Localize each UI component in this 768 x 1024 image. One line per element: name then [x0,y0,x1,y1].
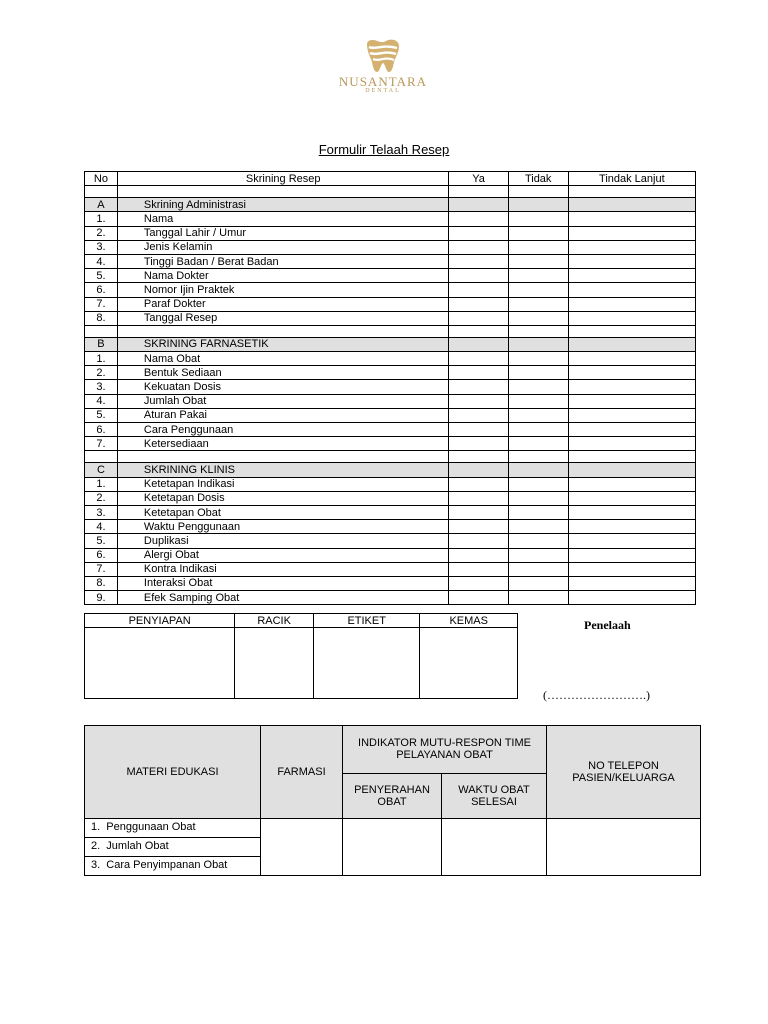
kemas-cell[interactable] [420,628,518,699]
item-label: Waktu Penggunaan [117,520,449,534]
materi-list-cell [85,819,261,876]
tidak-checkbox-cell[interactable] [508,311,568,325]
page-title: Formulir Telaah Resep [318,142,450,157]
penelaah-label: Penelaah [584,618,631,632]
tindak-lanjut-cell[interactable] [568,240,695,254]
penyerahan-cell[interactable] [343,819,442,876]
table-row [85,380,696,394]
item-number: 1. [85,477,118,491]
tindak-lanjut-cell[interactable] [568,311,695,325]
item-label: Duplikasi [117,534,449,548]
item-label: Kontra Indikasi [117,562,449,576]
tidak-checkbox-cell[interactable] [508,394,568,408]
ya-checkbox-cell[interactable] [449,437,508,451]
item-label: Tanggal Resep [117,311,449,325]
empty-cell [568,325,695,337]
item-number: 1. [85,352,118,366]
table-row [85,240,696,254]
section-row [85,463,696,477]
blank-row [85,186,696,198]
table-row [85,591,696,605]
table-row [85,366,696,380]
screening-table [84,171,696,605]
header-etiket: ETIKET [313,614,419,628]
table-row [85,423,696,437]
item-number: 2. [85,366,118,380]
header-penyerahan-obat: PENYERAHAN OBAT [343,773,442,819]
tindak-lanjut-cell[interactable] [568,352,695,366]
section-row [85,337,696,351]
item-number: 2. [85,491,118,505]
telepon-cell[interactable] [547,819,701,876]
tindak-lanjut-cell[interactable] [568,437,695,451]
table-row [85,283,696,297]
section-title: SKRINING FARNASETIK [117,337,449,351]
header-farmasi: FARMASI [261,726,343,819]
item-number: 4. [85,394,118,408]
blank-row [85,325,696,337]
item-label: Nomor Ijin Praktek [117,283,449,297]
item-number: 6. [85,548,118,562]
section-title: SKRINING KLINIS [117,463,449,477]
table-row [85,548,696,562]
header-skrining: Skrining Resep [117,172,449,186]
tidak-checkbox-cell[interactable] [508,423,568,437]
item-number: 5. [85,534,118,548]
tindak-lanjut-cell[interactable] [568,477,695,491]
table-row [85,562,696,576]
header-tindak-lanjut: Tindak Lanjut [568,172,695,186]
ya-checkbox-cell[interactable] [449,548,508,562]
tidak-checkbox-cell[interactable] [508,380,568,394]
ya-checkbox-cell[interactable] [449,534,508,548]
tindak-lanjut-cell[interactable] [568,576,695,590]
tindak-lanjut-cell [568,337,695,351]
item-number: 3. [85,505,118,519]
tindak-lanjut-cell[interactable] [568,562,695,576]
tidak-checkbox-cell[interactable] [508,297,568,311]
logo-brand-text: NUSANTARA [338,74,428,89]
item-label: Ketetapan Obat [117,505,449,519]
table-row [85,505,696,519]
prep-header-row [85,614,518,628]
item-number: 5. [85,269,118,283]
item-number: 8. [85,576,118,590]
tindak-lanjut-cell[interactable] [568,226,695,240]
ya-checkbox-cell[interactable] [449,591,508,605]
tooth-logo-icon [363,38,403,74]
table-row [85,394,696,408]
racik-cell[interactable] [235,628,314,699]
tidak-checkbox-cell[interactable] [508,562,568,576]
edu-body-row [85,819,701,876]
ya-checkbox-cell[interactable] [449,520,508,534]
ya-checkbox-cell[interactable] [449,352,508,366]
tindak-lanjut-cell[interactable] [568,254,695,268]
empty-cell [508,325,568,337]
item-label: Interaksi Obat [117,576,449,590]
header-tidak: Tidak [508,172,568,186]
preparation-table [84,613,518,699]
item-label: Ketersediaan [117,437,449,451]
table-row [85,269,696,283]
tidak-checkbox-cell[interactable] [508,548,568,562]
empty-cell [117,325,449,337]
header-ya: Ya [449,172,508,186]
item-label: Jenis Kelamin [117,240,449,254]
ya-checkbox-cell[interactable] [449,283,508,297]
item-number: 1. [85,212,118,226]
header-materi-edukasi: MATERI EDUKASI [85,726,261,819]
item-number: 3. [85,380,118,394]
ya-checkbox-cell[interactable] [449,380,508,394]
ya-checkbox-cell[interactable] [449,212,508,226]
item-label: Aturan Pakai [117,408,449,422]
list-item: 1. Penggunaan Obat [85,819,260,838]
signature-line[interactable]: (…………………….) [543,688,650,702]
ya-checkbox-cell[interactable] [449,505,508,519]
item-number: 4. [85,254,118,268]
item-label: Efek Samping Obat [117,591,449,605]
tindak-lanjut-cell[interactable] [568,380,695,394]
tidak-checkbox-cell[interactable] [508,520,568,534]
ya-checkbox-cell[interactable] [449,240,508,254]
table-row [85,477,696,491]
ya-checkbox-cell[interactable] [449,254,508,268]
tidak-checkbox-cell[interactable] [508,283,568,297]
tidak-cell [508,337,568,351]
tidak-checkbox-cell[interactable] [508,408,568,422]
item-number: 5. [85,408,118,422]
education-table [84,725,701,876]
empty-cell [568,186,695,198]
tindak-lanjut-cell[interactable] [568,548,695,562]
empty-cell [508,186,568,198]
item-number: 7. [85,437,118,451]
item-number: 6. [85,423,118,437]
ya-checkbox-cell[interactable] [449,366,508,380]
tindak-lanjut-cell[interactable] [568,366,695,380]
ya-cell [449,463,508,477]
empty-cell [449,186,508,198]
table-row [85,520,696,534]
item-label: Paraf Dokter [117,297,449,311]
tidak-checkbox-cell[interactable] [508,240,568,254]
table-row [85,212,696,226]
item-label: Kekuatan Dosis [117,380,449,394]
header-racik: RACIK [235,614,314,628]
table-row [85,576,696,590]
header-no: No [85,172,118,186]
table-row [85,491,696,505]
tindak-lanjut-cell [568,463,695,477]
empty-cell [85,451,118,463]
tidak-checkbox-cell[interactable] [508,352,568,366]
logo-sub-text: DENTAL [365,88,401,94]
item-label: Alergi Obat [117,548,449,562]
empty-cell [449,325,508,337]
item-label: Cara Penggunaan [117,423,449,437]
ya-checkbox-cell[interactable] [449,491,508,505]
item-label: Nama Dokter [117,269,449,283]
table-row [85,408,696,422]
table-row [85,297,696,311]
blank-row [85,451,696,463]
table-row [85,437,696,451]
item-number: 4. [85,520,118,534]
tidak-checkbox-cell[interactable] [508,437,568,451]
penyiapan-cell[interactable] [85,628,235,699]
tidak-checkbox-cell[interactable] [508,254,568,268]
section-row [85,198,696,212]
ya-checkbox-cell[interactable] [449,477,508,491]
table-row [85,254,696,268]
etiket-cell[interactable] [313,628,419,699]
farmasi-cell[interactable] [261,819,343,876]
section-code: C [85,463,118,477]
empty-cell [508,451,568,463]
tindak-lanjut-cell[interactable] [568,520,695,534]
section-title: Skrining Administrasi [117,198,449,212]
empty-cell [85,325,118,337]
item-label: Tanggal Lahir / Umur [117,226,449,240]
header-indikator: INDIKATOR MUTU-RESPON TIME PELAYANAN OBAT [343,726,547,774]
tidak-checkbox-cell[interactable] [508,576,568,590]
list-item: 2. Jumlah Obat [85,838,260,857]
header-no-telepon: NO TELEPON PASIEN/KELUARGA [547,726,701,819]
tindak-lanjut-cell[interactable] [568,591,695,605]
ya-checkbox-cell[interactable] [449,423,508,437]
clinic-logo [330,38,436,106]
table-row [85,352,696,366]
tidak-checkbox-cell[interactable] [508,505,568,519]
list-item: 3. Cara Penyimpanan Obat [91,859,228,871]
tidak-checkbox-cell[interactable] [508,212,568,226]
ya-checkbox-cell[interactable] [449,311,508,325]
tindak-lanjut-cell[interactable] [568,212,695,226]
header-kemas: KEMAS [420,614,518,628]
tidak-checkbox-cell[interactable] [508,269,568,283]
ya-checkbox-cell[interactable] [449,576,508,590]
empty-cell [449,451,508,463]
edu-header-row-1 [85,726,701,774]
table-row [85,226,696,240]
item-number: 7. [85,297,118,311]
tindak-lanjut-cell[interactable] [568,283,695,297]
section-code: B [85,337,118,351]
ya-checkbox-cell[interactable] [449,297,508,311]
tindak-lanjut-cell[interactable] [568,534,695,548]
item-label: Nama [117,212,449,226]
item-label: Bentuk Sediaan [117,366,449,380]
tidak-cell [508,463,568,477]
ya-checkbox-cell[interactable] [449,408,508,422]
tidak-checkbox-cell[interactable] [508,226,568,240]
tindak-lanjut-cell[interactable] [568,297,695,311]
ya-checkbox-cell[interactable] [449,394,508,408]
item-label: Jumlah Obat [117,394,449,408]
item-number: 3. [85,240,118,254]
item-number: 7. [85,562,118,576]
item-number: 8. [85,311,118,325]
tindak-lanjut-cell[interactable] [568,423,695,437]
tindak-lanjut-cell[interactable] [568,394,695,408]
item-label: Tinggi Badan / Berat Badan [117,254,449,268]
waktu-cell[interactable] [442,819,547,876]
tindak-lanjut-cell[interactable] [568,408,695,422]
empty-cell [85,186,118,198]
ya-cell [449,198,508,212]
tindak-lanjut-cell [568,198,695,212]
tidak-checkbox-cell[interactable] [508,366,568,380]
tindak-lanjut-cell[interactable] [568,505,695,519]
item-number: 9. [85,591,118,605]
item-number: 6. [85,283,118,297]
tidak-checkbox-cell[interactable] [508,491,568,505]
header-penyiapan: PENYIAPAN [85,614,235,628]
tidak-checkbox-cell[interactable] [508,534,568,548]
table-row [85,534,696,548]
tidak-checkbox-cell[interactable] [508,477,568,491]
item-label: Ketetapan Dosis [117,491,449,505]
ya-checkbox-cell[interactable] [449,226,508,240]
tidak-cell [508,198,568,212]
ya-cell [449,337,508,351]
empty-cell [117,451,449,463]
tindak-lanjut-cell[interactable] [568,491,695,505]
empty-cell [568,451,695,463]
item-number: 2. [85,226,118,240]
header-waktu-obat-selesai: WAKTU OBAT SELESAI [442,773,547,819]
tindak-lanjut-cell[interactable] [568,269,695,283]
tidak-checkbox-cell[interactable] [508,591,568,605]
table-row [85,311,696,325]
section-code: A [85,198,118,212]
ya-checkbox-cell[interactable] [449,269,508,283]
item-label: Nama Obat [117,352,449,366]
item-label: Ketetapan Indikasi [117,477,449,491]
ya-checkbox-cell[interactable] [449,562,508,576]
prep-input-row [85,628,518,699]
empty-cell [117,186,449,198]
table-header-row [85,172,696,186]
